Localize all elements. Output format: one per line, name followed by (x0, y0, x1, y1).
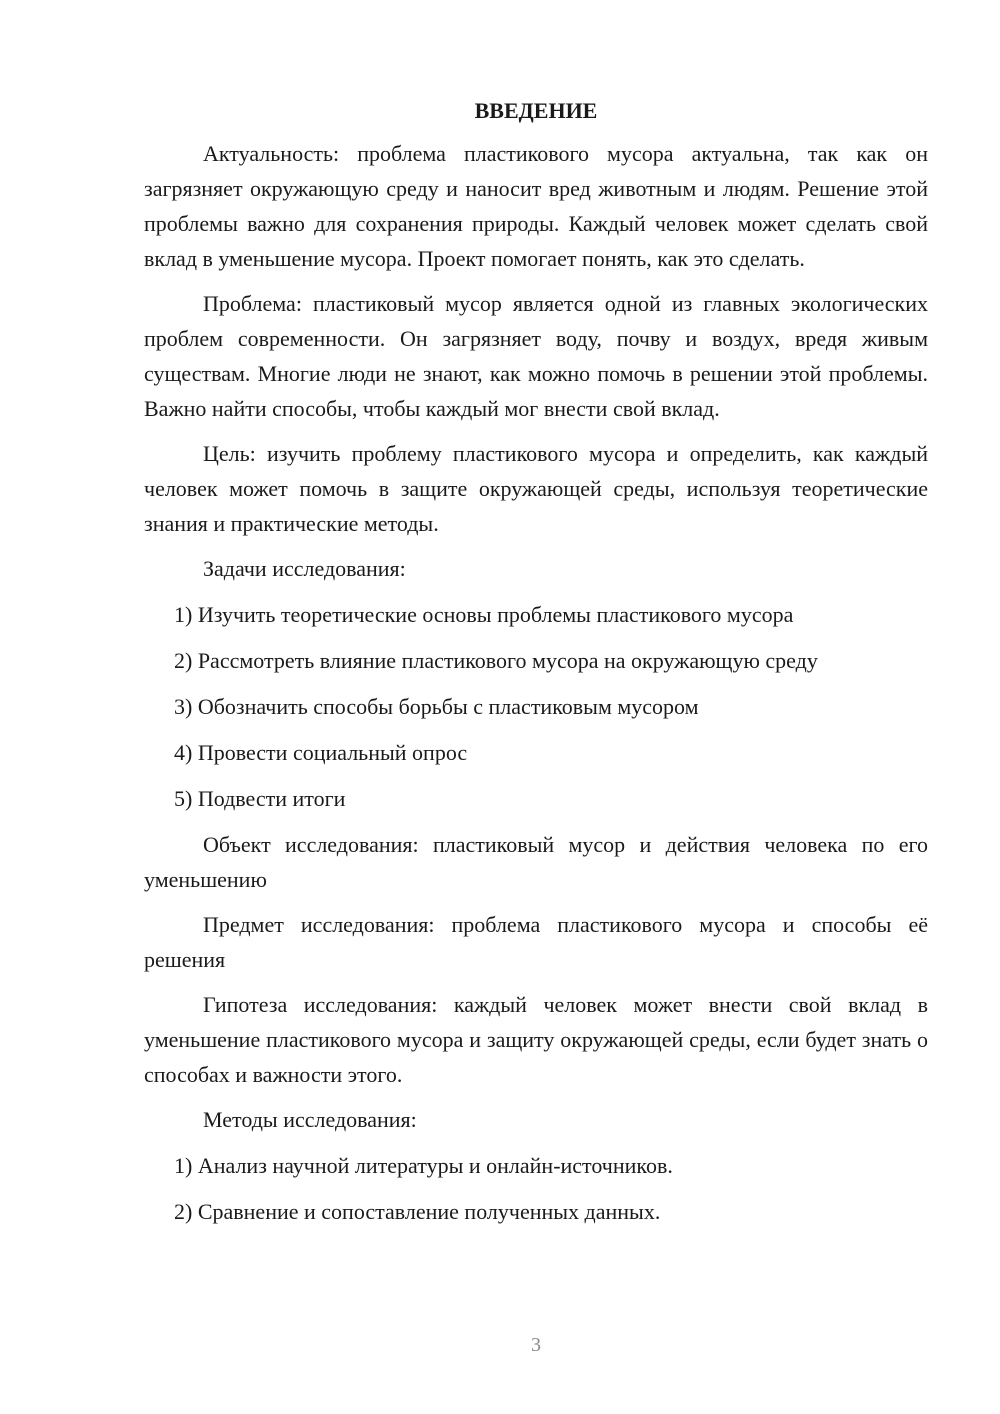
methods-heading: Методы исследования: (203, 1107, 417, 1132)
task-item: 4) Провести социальный опрос (174, 740, 468, 765)
task-item: 3) Обозначить способы борьбы с пластиковым мусором (174, 694, 699, 719)
tasks-heading: Задачи исследования: (203, 556, 406, 581)
task-item: 5) Подвести итоги (174, 786, 346, 811)
document-page (144, 96, 928, 1240)
methods-list (144, 1148, 928, 1229)
method-item: 2) Сравнение и сопоставление полученных данных. (174, 1199, 661, 1224)
subject-paragraph: Предмет исследования: проблема пластикового мусора и способы её решения (144, 912, 928, 972)
relevance-paragraph: Актуальность: проблема пластикового мусора актуальна, так как он загрязняет окружающую среду и наносит вред животным и людям. Решение этой проблемы важно для сохранения природы. Каждый человек может сделать свой вклад в уменьшение мусора. Проект помогает понять, как это сделать. (144, 141, 928, 271)
task-item: 2) Рассмотреть влияние пластикового мусора на окружающую среду (174, 648, 818, 673)
tasks-list (144, 597, 928, 816)
hypothesis-paragraph: Гипотеза исследования: каждый человек может внести свой вклад в уменьшение пластикового мусора и защиту окружающей среды, если будет знать о способах и важности этого. (144, 992, 928, 1087)
goal-paragraph: Цель: изучить проблему пластикового мусора и определить, как каждый человек может помочь в защите окружающей среды, используя теоретические знания и практические методы. (144, 441, 928, 536)
task-item: 1) Изучить теоретические основы проблемы пластикового мусора (174, 602, 794, 627)
section-title: ВВЕДЕНИЕ (474, 98, 598, 123)
page-number: 3 (531, 1334, 541, 1356)
problem-paragraph: Проблема: пластиковый мусор является одной из главных экологических проблем современности. Он загрязняет воду, почву и воздух, вредя живым существам. Многие люди не знают, как можно помочь в решении этой проблемы. Важно найти способы, чтобы каждый мог внести свой вклад. (144, 291, 928, 421)
method-item: 1) Анализ научной литературы и онлайн-источников. (174, 1153, 673, 1178)
object-paragraph: Объект исследования: пластиковый мусор и действия человека по его уменьшению (144, 832, 928, 892)
